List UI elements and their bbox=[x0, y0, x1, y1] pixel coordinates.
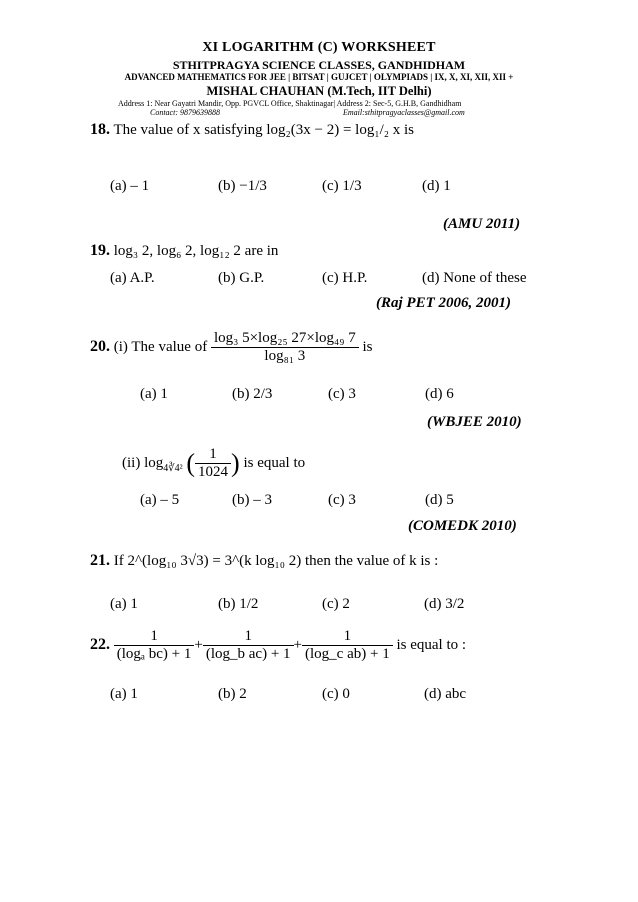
question-text: (ii) log bbox=[122, 454, 164, 471]
question-number: 21. bbox=[90, 552, 110, 569]
question-text: The value of x satisfying log₂(3x − 2) = log₁/₂ x is bbox=[113, 122, 414, 138]
option-b: (b) −1/3 bbox=[218, 178, 267, 194]
option-b: (b) 2/3 bbox=[232, 386, 273, 402]
option-b: (b) – 3 bbox=[232, 492, 272, 508]
question-text: (i) The value of bbox=[113, 338, 208, 355]
option-a: (a) A.P. bbox=[110, 270, 155, 286]
question-21 bbox=[90, 552, 438, 570]
fraction-numerator: log₃ 5×log₂₅ 27×log₄₉ 7 bbox=[211, 330, 359, 348]
source-tag: (WBJEE 2010) bbox=[427, 414, 522, 430]
question-number: 18. bbox=[90, 121, 110, 138]
source-tag: (Raj PET 2006, 2001) bbox=[376, 295, 511, 311]
option-c: (c) 1/3 bbox=[322, 178, 362, 194]
option-c: (c) 0 bbox=[322, 686, 350, 702]
source-tag: (AMU 2011) bbox=[443, 216, 521, 232]
question-tail: is equal to bbox=[243, 454, 306, 471]
question-20-part-ii: (ii) $\log_{4∛4^2}$ ( $\frac{1}{1024}$ ) is equal to bbox=[122, 446, 306, 480]
worksheet-title: XI LOGARITHM (C) WORKSHEET bbox=[202, 40, 436, 55]
term-fraction-1: $\frac{1}{\text{(logₐ bc) + 1}}$ bbox=[114, 628, 195, 663]
option-c: (c) 3 bbox=[328, 386, 356, 402]
option-a: (a) – 1 bbox=[110, 178, 150, 194]
term-fraction-2: $\frac{1}{\text{(log\_b ac) + 1}}$ bbox=[203, 628, 294, 663]
question-tail: is bbox=[362, 338, 373, 355]
email-line: Email:sthitpragyaclasses@gmail.com bbox=[343, 108, 465, 117]
fraction-denominator: 1024 bbox=[198, 464, 229, 480]
option-d: (d) 5 bbox=[425, 492, 454, 508]
term-fraction-3: $\frac{1}{\text{(log\_c ab) + 1}}$ bbox=[302, 628, 393, 663]
fraction-denominator: log₈₁ 3 bbox=[264, 348, 306, 364]
option-c: (c) 3 bbox=[328, 492, 356, 508]
teacher-name: MISHAL CHAUHAN (M.Tech, IIT Delhi) bbox=[206, 84, 432, 98]
option-d: (d) 1 bbox=[422, 178, 451, 194]
option-d: (d) 6 bbox=[425, 386, 454, 402]
source-tag: (COMEDK 2010) bbox=[408, 518, 517, 534]
fraction-denominator: (log_b ac) + 1 bbox=[205, 646, 291, 662]
courses-line: ADVANCED MATHEMATICS FOR JEE | BITSAT | GUJCET | OLYMPIADS | IX, X, XI, XII, XII + bbox=[124, 72, 514, 82]
fraction-denominator: (log_c ab) + 1 bbox=[305, 646, 390, 662]
option-b: (b) 1/2 bbox=[218, 596, 259, 612]
question-20-part-i bbox=[90, 330, 373, 365]
option-d: (d) None of these bbox=[422, 270, 527, 286]
question-text: log₃ 2, log₆ 2, log₁₂ 2 are in bbox=[113, 243, 279, 259]
option-a: (a) 1 bbox=[140, 386, 168, 402]
question-number: 19. bbox=[90, 242, 110, 259]
contact-line: Contact: 9879639888 bbox=[150, 108, 220, 117]
fraction-numerator: 1 bbox=[195, 446, 231, 464]
question-number: 22. bbox=[90, 635, 110, 653]
option-a: (a) 1 bbox=[110, 686, 138, 702]
address-line: Address 1: Near Gayatri Mandir, Opp. PGVCL Office, Shaktinagar| Address 2: Sec-5, G.H.B, Gandhidham bbox=[118, 99, 462, 108]
log-argument-fraction bbox=[195, 446, 231, 481]
question-number: 20. bbox=[90, 337, 110, 355]
option-d: (d) abc bbox=[424, 686, 467, 702]
question-22: 22. $\frac{1}{\text{(logₐ bc) + 1}}$ + $\frac{1}{\text{(log\_b ac) + 1}}$ + $\frac{1}{\text{(log\_c ab) + 1}}$ is equal to : bbox=[90, 628, 467, 662]
question-18 bbox=[90, 121, 414, 139]
option-b: (b) G.P. bbox=[218, 270, 265, 286]
fraction-denominator: (logₐ bc) + 1 bbox=[116, 646, 192, 662]
institute-name: STHITPRAGYA SCIENCE CLASSES, GANDHIDHAM bbox=[172, 58, 466, 72]
option-d: (d) 3/2 bbox=[424, 596, 465, 612]
option-a: (a) – 5 bbox=[140, 492, 180, 508]
question-text: If 2^(log₁₀ 3√3) = 3^(k log₁₀ 2) then the value of k is : bbox=[113, 553, 439, 569]
question-19 bbox=[90, 242, 278, 260]
option-c: (c) 2 bbox=[322, 596, 350, 612]
log-base: 4∛4² bbox=[163, 462, 183, 474]
question-tail: is equal to : bbox=[396, 636, 467, 653]
option-c: (c) H.P. bbox=[322, 270, 368, 286]
option-b: (b) 2 bbox=[218, 686, 247, 702]
log-fraction bbox=[211, 330, 359, 365]
option-a: (a) 1 bbox=[110, 596, 138, 612]
